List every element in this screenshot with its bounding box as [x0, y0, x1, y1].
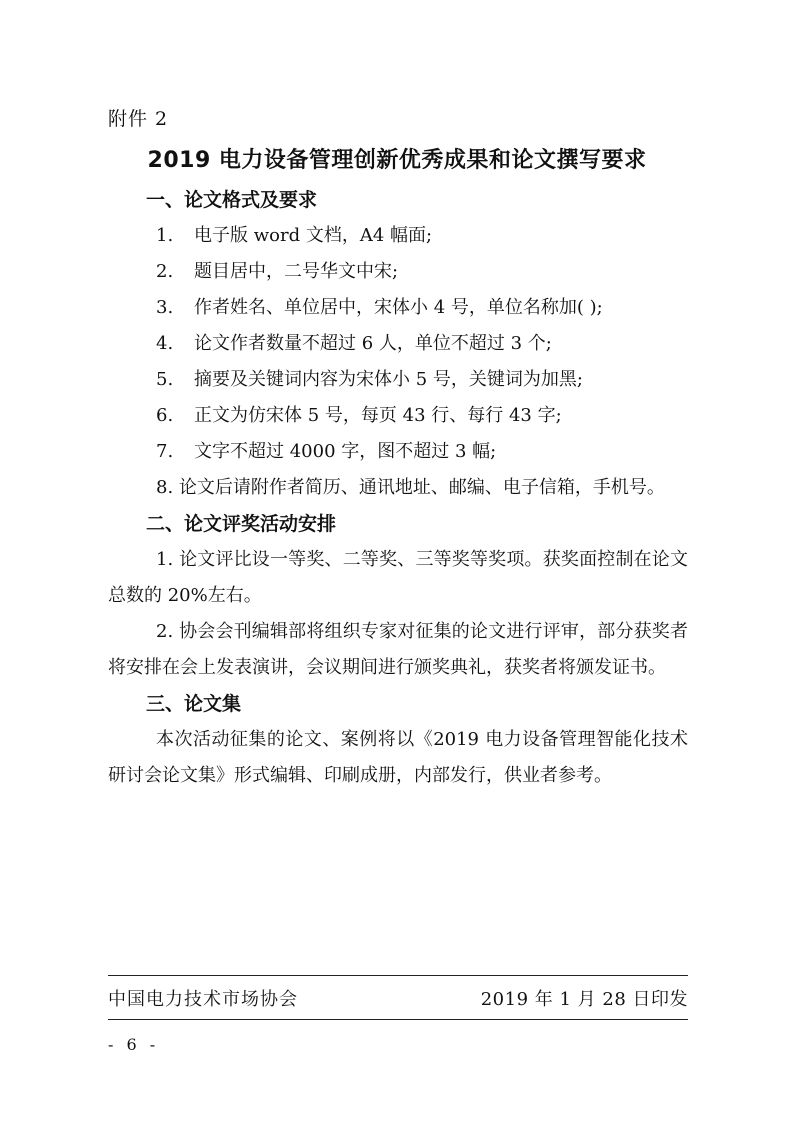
item-number: 6.	[156, 405, 174, 426]
list-item	[108, 254, 688, 290]
item-number: 5.	[156, 369, 174, 390]
proceedings-paragraph: 本次活动征集的论文、案例将以《2019 电力设备管理智能化技术研讨会论文集》形式编辑、印刷成册，内部发行，供业者参考。	[108, 729, 688, 786]
section-heading-awards: 二、论文评奖活动安排	[146, 513, 337, 535]
page-number: - 6 -	[108, 1035, 160, 1054]
item-number: 1.	[156, 225, 174, 246]
footer-divider-bottom	[108, 1019, 688, 1020]
awards-paragraph-2: 2. 协会会刊编辑部将组织专家对征集的论文进行评审，部分获奖者将安排在会上发表演讲，会议期间进行颁奖典礼，获奖者将颁发证书。	[108, 621, 688, 678]
list-item	[108, 290, 688, 326]
section-heading-proceedings: 三、论文集	[146, 693, 242, 715]
attachment-label: 附件 2	[108, 108, 169, 130]
item-text: 摘要及关键词内容为宋体小 5 号，关键词为加黑;	[194, 369, 583, 390]
document-title: 2019 电力设备管理创新优秀成果和论文撰写要求	[147, 148, 647, 173]
section-heading-format: 一、论文格式及要求	[146, 189, 318, 211]
item-text: 正文为仿宋体 5 号，每页 43 行、每行 43 字;	[194, 405, 562, 426]
list-item-8: 8. 论文后请附作者简历、通讯地址、邮编、电子信箱，手机号。	[156, 477, 665, 498]
item-number: 3.	[156, 297, 174, 318]
document-body	[108, 182, 688, 794]
item-number: 7.	[156, 441, 174, 462]
list-item	[108, 362, 688, 398]
item-number: 4.	[156, 333, 174, 354]
list-item	[108, 218, 688, 254]
footer-organization: 中国电力技术市场协会	[108, 989, 298, 1010]
footer-issue-date: 2019 年 1 月 28 日印发	[480, 989, 688, 1010]
item-text: 题目居中，二号华文中宋;	[194, 261, 399, 282]
item-text: 文字不超过 4000 字，图不超过 3 幅;	[194, 441, 497, 462]
footer-divider-top	[108, 975, 688, 976]
list-item	[108, 326, 688, 362]
list-item	[108, 434, 688, 470]
list-item	[108, 398, 688, 434]
item-text: 电子版 word 文档，A4 幅面;	[194, 225, 433, 246]
item-number: 2.	[156, 261, 174, 282]
item-text: 作者姓名、单位居中，宋体小 4 号，单位名称加( );	[194, 297, 603, 318]
awards-paragraph-1: 1. 论文评比设一等奖、二等奖、三等奖等奖项。获奖面控制在论文总数的 20%左右。	[108, 549, 688, 606]
item-text: 论文作者数量不超过 6 人，单位不超过 3 个;	[194, 333, 552, 354]
